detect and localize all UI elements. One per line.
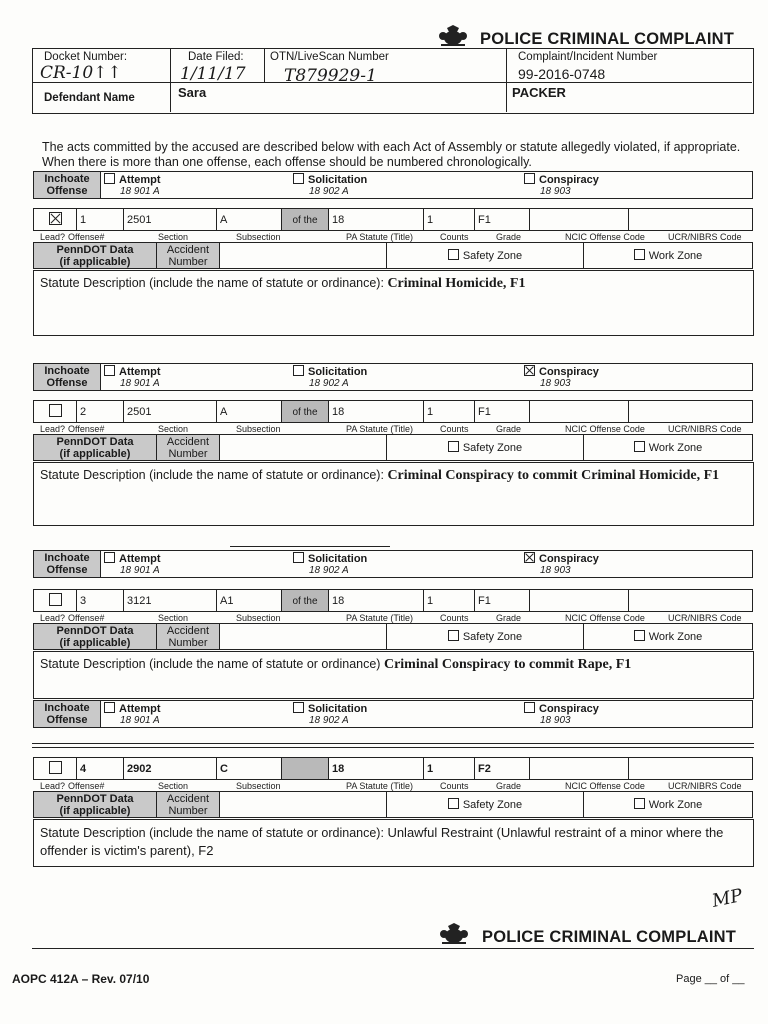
solicitation-option[interactable]: Solicitation 18 902 A — [290, 172, 521, 199]
otn-value: T879929-1 — [284, 66, 377, 86]
title-value: 18 — [329, 758, 424, 780]
form-id: AOPC 412A – Rev. 07/10 — [12, 972, 150, 986]
counts-value: 1 — [424, 590, 475, 612]
statute-description-value: Criminal Homicide, F1 — [387, 276, 526, 291]
ncic-value — [530, 758, 629, 780]
subsection-value: A1 — [217, 590, 282, 612]
penndot-row: PennDOT Data (if applicable) Accident Number Safety Zone Work Zone — [33, 242, 753, 269]
solicitation-option[interactable]: Solicitation 18 902 A — [290, 364, 521, 391]
work-zone-option[interactable]: Work Zone — [584, 624, 753, 650]
penndot-row: PennDOT Data (if applicable) Accident Number Safety Zone Work Zone — [33, 434, 753, 461]
ncic-value — [530, 590, 629, 612]
subsection-value: A — [217, 209, 282, 231]
statute-description-value: Criminal Conspiracy to commit Criminal Homicide, F1 — [387, 468, 720, 483]
pa-seal-icon — [437, 24, 469, 48]
docket-value: CR-10↑↑ — [40, 63, 122, 83]
conspiracy-checkbox[interactable] — [524, 173, 535, 184]
work-zone-option[interactable]: Work Zone — [584, 243, 753, 269]
counts-value: 1 — [424, 401, 475, 423]
of-the-label — [282, 758, 329, 780]
attempt-checkbox[interactable] — [104, 702, 115, 713]
offense-number: 4 — [77, 758, 124, 780]
counts-value: 1 — [424, 758, 475, 780]
complaint-label: Complaint/Incident Number — [518, 51, 658, 63]
offense-row — [33, 757, 753, 780]
safety-zone-option[interactable]: Safety Zone — [387, 435, 584, 461]
section-value: 3121 — [124, 590, 217, 612]
statute-description: Statute Description (include the name of statute or ordinance) Criminal Conspiracy to commit Rape, F1 — [40, 657, 632, 672]
conspiracy-option[interactable]: Conspiracy 18 903 — [521, 364, 753, 391]
inchoate-row: Inchoate Offense Attempt 18 901 A Solicitation 18 902 A Conspiracy 18 903 — [33, 550, 753, 578]
safety-zone-checkbox[interactable] — [448, 249, 459, 260]
solicitation-checkbox[interactable] — [293, 365, 304, 376]
offense-number: 2 — [77, 401, 124, 423]
attempt-checkbox[interactable] — [104, 173, 115, 184]
solicitation-option[interactable]: Solicitation 18 902 A — [290, 701, 521, 728]
conspiracy-option[interactable]: Conspiracy 18 903 — [521, 172, 753, 199]
title-value: 18 — [329, 401, 424, 423]
work-zone-checkbox[interactable] — [634, 630, 645, 641]
ucr-value — [629, 209, 753, 231]
of-the-label: of the — [282, 590, 329, 612]
conspiracy-option[interactable]: Conspiracy 18 903 — [521, 551, 753, 578]
conspiracy-checkbox[interactable] — [524, 552, 535, 563]
ncic-value — [530, 209, 629, 231]
conspiracy-checkbox[interactable] — [524, 365, 535, 376]
complaint-value: 99-2016-0748 — [518, 66, 606, 82]
offense-row — [33, 400, 753, 423]
work-zone-option[interactable]: Work Zone — [584, 792, 753, 818]
docket-label: Docket Number: — [44, 51, 128, 63]
attempt-option[interactable]: Attempt 18 901 A — [101, 701, 291, 728]
handwritten-initials: MP — [710, 885, 745, 912]
safety-zone-option[interactable]: Safety Zone — [387, 792, 584, 818]
counts-value: 1 — [424, 209, 475, 231]
solicitation-checkbox[interactable] — [293, 552, 304, 563]
penndot-row: PennDOT Data (if applicable) Accident Number Safety Zone Work Zone — [33, 623, 753, 650]
conspiracy-checkbox[interactable] — [524, 702, 535, 713]
attempt-option[interactable]: Attempt 18 901 A — [101, 172, 291, 199]
statute-description-value: Unlawful Restraint (Unlawful restraint of a minor where the offender is victim's parent), F2 — [40, 825, 724, 858]
grade-value: F1 — [475, 590, 530, 612]
accident-number-field[interactable] — [220, 435, 387, 461]
inchoate-row: Inchoate Offense Attempt 18 901 A Solicitation 18 902 A Conspiracy 18 903 — [33, 171, 753, 199]
grade-value: F1 — [475, 401, 530, 423]
inchoate-row: Inchoate Offense Attempt 18 901 A Solicitation 18 902 A Conspiracy 18 903 — [33, 363, 753, 391]
defendant-first-name: Sara — [178, 85, 207, 100]
safety-zone-checkbox[interactable] — [448, 798, 459, 809]
of-the-label: of the — [282, 401, 329, 423]
solicitation-checkbox[interactable] — [293, 173, 304, 184]
safety-zone-checkbox[interactable] — [448, 441, 459, 452]
otn-label: OTN/LiveScan Number — [270, 51, 389, 63]
page-number: Page __ of __ — [676, 973, 745, 985]
work-zone-checkbox[interactable] — [634, 249, 645, 260]
title-value: 18 — [329, 209, 424, 231]
section-value: 2501 — [124, 401, 217, 423]
lead-checkbox[interactable] — [49, 404, 62, 417]
statute-description: Statute Description (include the name of statute or ordinance): Unlawful Restraint (Unlawful restraint of a minor where the offender is victim's parent), F2 — [40, 825, 724, 858]
date-label: Date Filed: — [188, 51, 244, 63]
attempt-checkbox[interactable] — [104, 365, 115, 376]
defendant-label: Defendant Name — [44, 92, 135, 104]
grade-value: F1 — [475, 209, 530, 231]
intro-text: The acts committed by the accused are described below with each Act of Assembly or statute allegedly violated, if appropriate. When there is more than one offense, each offense should be numbered chronologically. — [42, 140, 741, 169]
solicitation-option[interactable]: Solicitation 18 902 A — [290, 551, 521, 578]
offense-row — [33, 208, 753, 231]
ncic-value — [530, 401, 629, 423]
pa-seal-icon — [438, 922, 470, 946]
statute-description-value: Criminal Conspiracy to commit Rape, F1 — [383, 657, 632, 672]
attempt-option[interactable]: Attempt 18 901 A — [101, 364, 291, 391]
accident-number-field[interactable] — [220, 243, 387, 269]
ucr-value — [629, 590, 753, 612]
attempt-option[interactable]: Attempt 18 901 A — [101, 551, 291, 578]
inchoate-row: Inchoate Offense Attempt 18 901 A Solicitation 18 902 A Conspiracy 18 903 — [33, 700, 753, 728]
subsection-value: C — [217, 758, 282, 780]
title-value: 18 — [329, 590, 424, 612]
attempt-checkbox[interactable] — [104, 552, 115, 563]
grade-value: F2 — [475, 758, 530, 780]
date-value: 1/11/17 — [180, 64, 246, 84]
work-zone-checkbox[interactable] — [634, 441, 645, 452]
lead-checkbox[interactable] — [49, 212, 62, 225]
statute-description: Statute Description (include the name of statute or ordinance): Criminal Homicide, F1 — [40, 276, 526, 291]
section-value: 2902 — [124, 758, 217, 780]
accident-number-field[interactable] — [220, 624, 387, 650]
offense-row — [33, 589, 753, 612]
lead-checkbox[interactable] — [49, 593, 62, 606]
conspiracy-option[interactable]: Conspiracy 18 903 — [521, 701, 753, 728]
accident-number-field[interactable] — [220, 792, 387, 818]
lead-checkbox[interactable] — [49, 761, 62, 774]
subsection-value: A — [217, 401, 282, 423]
work-zone-checkbox[interactable] — [634, 798, 645, 809]
defendant-last-name: PACKER — [512, 85, 566, 100]
offense-number: 1 — [77, 209, 124, 231]
offense-number: 3 — [77, 590, 124, 612]
solicitation-checkbox[interactable] — [293, 702, 304, 713]
ucr-value — [629, 401, 753, 423]
statute-description: Statute Description (include the name of statute or ordinance): Criminal Conspiracy to commit Criminal Homicide, F1 — [40, 468, 720, 483]
work-zone-option[interactable]: Work Zone — [584, 435, 753, 461]
penndot-row: PennDOT Data (if applicable) Accident Number Safety Zone Work Zone — [33, 791, 753, 818]
of-the-label: of the — [282, 209, 329, 231]
section-value: 2501 — [124, 209, 217, 231]
safety-zone-option[interactable]: Safety Zone — [387, 624, 584, 650]
safety-zone-option[interactable]: Safety Zone — [387, 243, 584, 269]
footer-title: POLICE CRIMINAL COMPLAINT — [482, 928, 737, 946]
ucr-value — [629, 758, 753, 780]
page-title: POLICE CRIMINAL COMPLAINT — [480, 30, 735, 48]
safety-zone-checkbox[interactable] — [448, 630, 459, 641]
